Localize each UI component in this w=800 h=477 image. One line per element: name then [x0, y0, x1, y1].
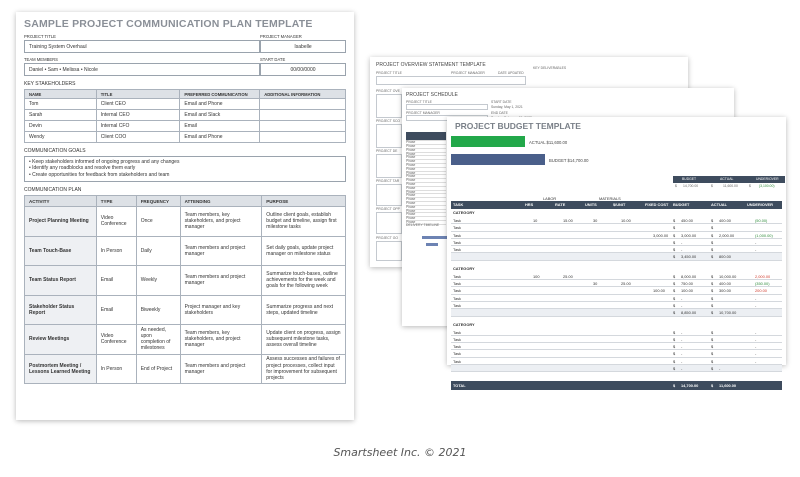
category-label: CATEGORY [453, 265, 475, 271]
summary-budget-header: BUDGET [682, 177, 697, 181]
budget-cell: 30 [593, 281, 598, 287]
category-row [451, 265, 782, 273]
subtotal-budget: 8,850.00 [681, 310, 697, 316]
budget-task-row [451, 246, 782, 253]
task-label: Task [453, 218, 461, 223]
overview-side-label: PROJECT TAR [376, 179, 400, 183]
project-manager-field[interactable]: Isabelle [260, 40, 346, 53]
budget-cell: - [681, 336, 683, 342]
overview-project-title-label: PROJECT TITLE [376, 71, 402, 75]
table-row [25, 354, 346, 384]
category-row [451, 321, 782, 329]
phase-row: Phase [406, 153, 446, 157]
stakeholder-communication[interactable]: Email and Phone [180, 99, 260, 110]
overview-title-box [376, 76, 526, 85]
budget-cell: - [681, 329, 683, 335]
col-frequency: FREQUENCY [136, 196, 180, 207]
subtotal-budget: 3,450.00 [681, 254, 697, 260]
phase-row: Phase [406, 202, 446, 206]
budget-col-header: HRS [525, 202, 534, 207]
budget-col-header: ACTUAL [711, 202, 727, 207]
task-label: Task [453, 239, 461, 245]
budget-cell: 100 [533, 273, 540, 279]
overview-section-box [376, 154, 402, 178]
frequency-cell[interactable]: End of Project [136, 354, 180, 384]
budget-col-header: FIXED COST [645, 202, 669, 207]
dollar-sign: $ [673, 329, 676, 335]
budget-cell: 400.00 [719, 218, 731, 223]
type-cell[interactable]: In Person [96, 236, 136, 266]
budget-cell: - [681, 302, 683, 308]
schedule-gantt-bar [422, 236, 448, 239]
budget-cell: 10 [533, 218, 538, 223]
table-row [25, 295, 346, 325]
phase-row: Phase [406, 172, 446, 176]
dollar-sign: $ [711, 225, 714, 231]
project-title-field[interactable]: Training System Overhaul [24, 40, 260, 53]
col-purpose: PURPOSE [262, 196, 346, 207]
dollar-sign: $ [711, 232, 714, 238]
purpose-cell[interactable]: Summarize touch-bases, outline achievements for the week and goals for the following week [262, 266, 346, 296]
budget-task-row [451, 295, 782, 302]
type-cell[interactable]: Video Conference [96, 207, 136, 237]
schedule-title-box [406, 104, 488, 110]
dollar-sign: $ [711, 344, 714, 350]
subtotal-actual: - [719, 366, 721, 372]
summary-underover: (3,100.00) [759, 184, 775, 188]
plan-heading: COMMUNICATION PLAN [24, 187, 82, 193]
activity-cell[interactable]: Review Meetings [25, 325, 97, 355]
task-label: Task [453, 336, 461, 342]
phase-row: Phase [406, 217, 446, 221]
dollar-sign: $ [711, 302, 714, 308]
activity-cell[interactable]: Project Planning Meeting [25, 207, 97, 237]
dollar-sign: $ [673, 383, 676, 389]
schedule-start-label: START DATE [491, 100, 512, 104]
dollar-sign: $ [673, 288, 676, 294]
summary-actual-header: ACTUAL [720, 177, 734, 181]
dollar-sign: $ [711, 288, 714, 294]
summary-budget: 14,700.00 [683, 184, 699, 188]
dollar-sign: $ [711, 273, 714, 279]
phase-row: Phase [406, 149, 446, 153]
budget-cell: - [681, 295, 683, 301]
dollar-sign: $ [711, 358, 714, 364]
communication-plan-sheet [16, 12, 354, 420]
summary-actual: 11,600.00 [723, 184, 738, 188]
summary-underover-header: UNDER/OVER [756, 177, 779, 181]
col-attending: ATTENDING [180, 196, 262, 207]
overview-date-label: DATE UPDATED [498, 71, 524, 75]
budget-cell: - [755, 344, 757, 350]
budget-title: PROJECT BUDGET TEMPLATE [455, 121, 581, 131]
budget-cell: 30 [593, 218, 598, 223]
budget-cell: 750.00 [681, 281, 693, 287]
schedule-phase-list [406, 126, 446, 225]
frequency-cell[interactable]: As needed, upon completion of milestones [136, 325, 180, 355]
table-row [25, 132, 346, 143]
budget-cell: - [681, 351, 683, 357]
budget-cell: - [755, 247, 757, 253]
budget-task-row [451, 224, 782, 231]
category-subtotal-row [451, 365, 782, 372]
actual-bar [451, 136, 525, 147]
activity-cell[interactable]: Team Status Report [25, 266, 97, 296]
dollar-sign: $ [673, 310, 676, 316]
dollar-sign: $ [673, 336, 676, 342]
budget-cell: 100.00 [681, 288, 693, 294]
phase-row: Phase [406, 141, 446, 145]
total-budget: 14,700.00 [681, 383, 699, 389]
dollar-sign: $ [711, 247, 714, 253]
subtotal-actual: 10,700.00 [719, 310, 737, 316]
stakeholder-name[interactable]: Wendy [25, 132, 97, 143]
stakeholders-heading: KEY STAKEHOLDERS [24, 81, 76, 87]
budget-task-row [451, 287, 782, 294]
stakeholder-info[interactable] [260, 110, 346, 121]
budget-total-row [451, 381, 782, 390]
start-date-field[interactable]: 00/00/0000 [260, 63, 346, 76]
phase-row: Phase [406, 168, 446, 172]
stakeholder-info[interactable] [260, 99, 346, 110]
task-label: Task [453, 281, 461, 287]
budget-cell: (1,000.00) [755, 232, 773, 238]
subtotal-budget: - [681, 366, 683, 372]
phase-row: Phase [406, 175, 446, 179]
stakeholder-title[interactable]: Client COO [96, 132, 180, 143]
budget-task-row [451, 302, 782, 309]
attending-cell[interactable]: Team members, key stakeholders, and project manager [180, 325, 262, 355]
category-subtotal-row [451, 253, 782, 260]
actual-bar-label: ACTUAL $11,600.00 [529, 140, 568, 145]
dollar-sign: $ [711, 254, 714, 260]
budget-cell: 200.00 [755, 288, 767, 294]
activity-cell[interactable]: Stakeholder Status Report [25, 295, 97, 325]
budget-task-row [451, 358, 782, 365]
budget-cell: - [755, 302, 757, 308]
budget-cell: 3,000.00 [653, 232, 669, 238]
summary-dollar: $ [749, 184, 751, 188]
dollar-sign: $ [673, 358, 676, 364]
start-date-label: START DATE [260, 57, 286, 62]
stakeholder-title[interactable]: Client CEO [96, 99, 180, 110]
schedule-delivery-label: DELIVERY TIMELINE [406, 223, 440, 227]
budget-col-header: BUDGET [673, 202, 690, 207]
phase-row: Phase [406, 160, 446, 164]
col-activity: ACTIVITY [25, 196, 97, 207]
dollar-sign: $ [673, 273, 676, 279]
budget-cell: - [755, 358, 757, 364]
attending-cell[interactable]: Team members and project manager [180, 236, 262, 266]
stakeholder-communication[interactable]: Email [180, 121, 260, 132]
labor-group-label: LABOR [543, 196, 557, 201]
budget-cell: - [755, 295, 757, 301]
summary-dollar: $ [675, 184, 677, 188]
budget-sheet [447, 117, 786, 389]
stakeholder-name[interactable]: Sarah [25, 110, 97, 121]
project-title-label: PROJECT TITLE [24, 34, 56, 39]
budget-cell: - [755, 329, 757, 335]
dollar-sign: $ [711, 329, 714, 335]
budget-task-row [451, 329, 782, 336]
budget-task-row [451, 232, 782, 239]
task-label: Task [453, 302, 461, 308]
budget-col-header: $/UNIT [613, 202, 626, 207]
overview-title: PROJECT OVERVIEW STATEMENT TEMPLATE [376, 62, 486, 68]
budget-task-row [451, 273, 782, 280]
phase-row: Phase [406, 156, 446, 160]
overview-section-box [376, 241, 402, 261]
dollar-sign: $ [673, 232, 676, 238]
stakeholders-table [24, 89, 346, 143]
attending-cell[interactable]: Team members and project manager [180, 266, 262, 296]
dollar-sign: $ [711, 295, 714, 301]
overview-deliverables-label: KEY DELIVERABLES [533, 66, 567, 70]
dollar-sign: $ [673, 254, 676, 260]
attending-cell[interactable]: Project manager and key stakeholders [180, 295, 262, 325]
stakeholder-info[interactable] [260, 121, 346, 132]
budget-cell: - [681, 358, 683, 364]
table-row [25, 99, 346, 110]
dollar-sign: $ [711, 383, 714, 389]
budget-cell: 400.00 [719, 281, 731, 287]
total-actual: 11,600.00 [719, 383, 737, 389]
overview-section-box [376, 94, 402, 118]
task-label: Task [453, 288, 461, 294]
budget-task-row [451, 280, 782, 287]
attending-cell[interactable]: Team members, key stakeholders, and project manager [180, 207, 262, 237]
phase-row: Phase [406, 187, 446, 191]
budget-grid [451, 195, 782, 390]
overview-side-label: PROJECT OPP [376, 207, 400, 211]
purpose-cell[interactable]: Set daily goals, update project manager on milestone status [262, 236, 346, 266]
type-cell[interactable]: Email [96, 295, 136, 325]
phase-row: Phase [406, 164, 446, 168]
budget-cell: 2,000.00 [719, 232, 735, 238]
budget-cell: - [755, 239, 757, 245]
stakeholder-name[interactable]: Tom [25, 99, 97, 110]
schedule-title: PROJECT SCHEDULE [406, 92, 458, 98]
table-row [25, 121, 346, 132]
task-label: Task [453, 225, 461, 231]
category-subtotal-row [451, 309, 782, 316]
budget-task-row [451, 217, 782, 224]
stakeholder-communication[interactable]: Email and Phone [180, 132, 260, 143]
schedule-start-value: Sunday, May 1, 2021 [491, 105, 523, 109]
dollar-sign: $ [711, 351, 714, 357]
overview-section-box [376, 124, 402, 148]
communication-plan-table [24, 195, 346, 384]
col-type: TYPE [96, 196, 136, 207]
page-title: SAMPLE PROJECT COMMUNICATION PLAN TEMPLATE [24, 18, 313, 30]
phase-row: Phase [406, 145, 446, 149]
overview-side-label: PROJECT SCO [376, 119, 401, 123]
schedule-pm-label: PROJECT MANAGER [406, 111, 440, 115]
frequency-cell[interactable]: Biweekly [136, 295, 180, 325]
dollar-sign: $ [673, 351, 676, 357]
schedule-header-bar [406, 132, 446, 140]
overview-side-label: PROJECT OVE [376, 89, 400, 93]
stakeholder-title[interactable]: Internal CEO [96, 110, 180, 121]
materials-group-label: MATERIALS [599, 196, 621, 201]
schedule-end-label: END DATE [491, 111, 508, 115]
overview-section-box [376, 212, 402, 234]
budget-col-header: UNDER/OVER [747, 202, 773, 207]
dollar-sign: $ [673, 247, 676, 253]
budget-task-row [451, 336, 782, 343]
phase-row: Phase [406, 191, 446, 195]
task-label: Task [453, 273, 461, 279]
budget-task-row [451, 343, 782, 350]
task-label: Task [453, 232, 461, 238]
schedule-gantt-bar [426, 243, 438, 246]
phase-row: Phase [406, 179, 446, 183]
frequency-cell[interactable]: Daily [136, 236, 180, 266]
overview-section-box [376, 184, 402, 206]
phase-row: Phase [406, 206, 446, 210]
category-row [451, 209, 782, 217]
budget-cell: 300.00 [719, 288, 731, 294]
stakeholder-communication[interactable]: Email and Slack [180, 110, 260, 121]
task-label: Task [453, 295, 461, 301]
phase-row: Phase [406, 194, 446, 198]
budget-cell: - [681, 239, 683, 245]
category-label: CATEGORY [453, 321, 475, 327]
col-title: TITLE [96, 90, 180, 99]
goal-item: • Keep stakeholders informed of ongoing progress and any changes [29, 159, 180, 165]
task-label: Task [453, 329, 461, 335]
purpose-cell[interactable]: Summarize progress and next steps, updated timeline [262, 295, 346, 325]
phase-row: Phase [406, 213, 446, 217]
goal-item: • Create opportunities for feedback from stakeholders and team [29, 171, 170, 178]
budget-cell: - [755, 336, 757, 342]
frequency-cell[interactable]: Weekly [136, 266, 180, 296]
budget-cell: 25.00 [563, 273, 573, 279]
dollar-sign: $ [673, 239, 676, 245]
budget-cell: 15.00 [563, 218, 573, 223]
stakeholder-title[interactable]: Internal CFO [96, 121, 180, 132]
summary-dollar: $ [711, 184, 713, 188]
table-row [25, 325, 346, 355]
budget-col-header: TASK [453, 202, 464, 207]
goal-item: • Identify any roadblocks and resolve them early [29, 165, 136, 172]
project-manager-label: PROJECT MANAGER [260, 34, 302, 39]
schedule-project-title-label: PROJECT TITLE [406, 100, 432, 104]
dollar-sign: $ [673, 295, 676, 301]
dollar-sign: $ [711, 336, 714, 342]
budget-cell: 25.00 [621, 281, 631, 287]
overview-side-label: PROJECT GO [376, 236, 398, 240]
purpose-cell[interactable]: Outline client goals, establish budget and timeline, assign first milestone tasks [262, 207, 346, 237]
budget-cell: 450.00 [681, 218, 693, 223]
summary-values [673, 183, 785, 190]
dollar-sign: $ [711, 366, 714, 372]
col-additional-info: ADDITIONAL INFORMATION [260, 90, 346, 99]
purpose-cell[interactable]: Assess successes and failures of project processes, collect input for improvement for subsequent projects [262, 354, 346, 384]
task-label: Task [453, 344, 461, 350]
stakeholder-name[interactable]: Devin [25, 121, 97, 132]
budget-cell: 10.00 [621, 218, 631, 223]
budget-bar [451, 154, 545, 165]
attending-cell[interactable]: Team members and project manager [180, 354, 262, 384]
frequency-cell[interactable]: Once [136, 207, 180, 237]
overview-side-label: PROJECT DE [376, 149, 398, 153]
table-row [25, 266, 346, 296]
dollar-sign: $ [673, 218, 676, 223]
dollar-sign: $ [673, 302, 676, 308]
budget-bar-label: BUDGET $14,700.00 [549, 158, 589, 163]
budget-cell: (350.00) [755, 281, 770, 287]
category-label: CATEGORY [453, 210, 475, 215]
budget-cell: 8,000.00 [681, 273, 697, 279]
phase-row: Phase [406, 210, 446, 214]
task-label: Task [453, 247, 461, 253]
dollar-sign: $ [673, 366, 676, 372]
col-name: NAME [25, 90, 97, 99]
team-members-field[interactable]: Daniel • Sam • Melissa • Nicole [24, 63, 260, 76]
budget-col-header: UNITS [585, 202, 597, 207]
budget-task-row [451, 350, 782, 357]
task-label: Task [453, 351, 461, 357]
dollar-sign: $ [673, 225, 676, 231]
goals-box[interactable] [24, 156, 346, 182]
phase-row: Phase [406, 183, 446, 187]
budget-cell: (50.00) [755, 218, 768, 223]
stakeholder-info[interactable] [260, 132, 346, 143]
subtotal-actual: 800.00 [719, 254, 731, 260]
dollar-sign: $ [711, 218, 714, 223]
budget-cell: 3,000.00 [681, 232, 697, 238]
task-label: Task [453, 358, 461, 364]
dollar-sign: $ [673, 281, 676, 287]
dollar-sign: $ [711, 310, 714, 316]
type-cell[interactable]: In Person [96, 354, 136, 384]
overview-pm-label: PROJECT MANAGER [451, 71, 485, 75]
phase-row: Phase [406, 198, 446, 202]
total-label: TOTAL [453, 383, 466, 389]
col-preferred-communication: PREFERRED COMMUNICATION [180, 90, 260, 99]
type-cell[interactable]: Email [96, 266, 136, 296]
activity-cell[interactable]: Team Touch-Base [25, 236, 97, 266]
goals-heading: COMMUNICATION GOALS [24, 148, 86, 154]
table-row [25, 236, 346, 266]
summary-header [673, 176, 785, 183]
copyright-footer: Smartsheet Inc. © 2021 [333, 446, 467, 459]
type-cell[interactable]: Video Conference [96, 325, 136, 355]
budget-cell: - [681, 247, 683, 253]
budget-cell: 2,000.00 [755, 273, 771, 279]
budget-cell: 10,000.00 [719, 273, 737, 279]
budget-task-row [451, 239, 782, 246]
dollar-sign: $ [711, 281, 714, 287]
budget-cell: 100.00 [653, 288, 665, 294]
budget-col-header: RATE [555, 202, 566, 207]
purpose-cell[interactable]: Update client on progress, assign subsequent milestone tasks, assess overall timeline [262, 325, 346, 355]
phase-row: Phase [406, 221, 446, 225]
table-row [25, 110, 346, 121]
table-row [25, 207, 346, 237]
dollar-sign: $ [673, 344, 676, 350]
dollar-sign: $ [711, 239, 714, 245]
activity-cell[interactable]: Postmortem Meeting / Lessons Learned Meeting [25, 354, 97, 384]
budget-cell: - [755, 351, 757, 357]
budget-cell: - [681, 344, 683, 350]
team-members-label: TEAM MEMBERS [24, 57, 58, 62]
budget-column-header [451, 201, 782, 209]
